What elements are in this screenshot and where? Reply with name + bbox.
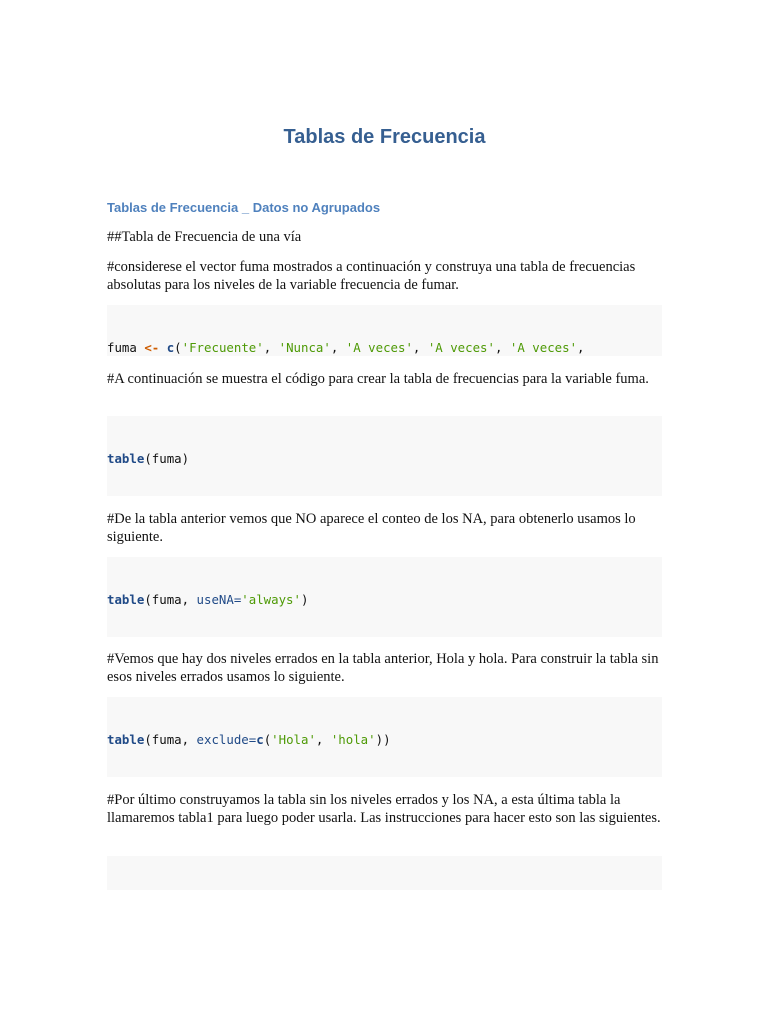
code-block-table-exclude xyxy=(107,697,662,777)
code-input: table(fuma) xyxy=(107,451,190,466)
section-heading: Tablas de Frecuencia _ Datos no Agrupados xyxy=(107,200,381,215)
code-block-fuma-vector xyxy=(107,305,662,356)
paragraph-4: #De la tabla anterior vemos que NO aparece el conteo de los NA, para obtenerlo usamos lo siguiente. xyxy=(107,511,636,545)
paragraph-6: #Por último construyamos la tabla sin los niveles errados y los NA, a esta última tabla la llamaremos tabla1 para luego poder usarla. Las instrucciones para hacer esto son las siguientes. xyxy=(107,792,661,826)
code-line-1: fuma <- c('Frecuente', 'Nunca', 'A veces', 'A veces', 'A veces', xyxy=(107,340,585,355)
code-input: table(fuma, exclude=c('Hola', 'hola')) xyxy=(107,732,391,747)
code-block-table-usena xyxy=(107,557,662,637)
paragraph-5: #Vemos que hay dos niveles errados en la tabla anterior, Hola y hola. Para construir la tabla sin esos niveles errados usamos lo siguiente. xyxy=(107,651,659,685)
paragraph-1: ##Tabla de Frecuencia de una vía xyxy=(107,229,302,245)
paragraph-2: #considerese el vector fuma mostrados a continuación y construya una tabla de frecuencias absolutas para los niveles de la variable frecuencia de fumar. xyxy=(107,259,636,293)
code-block-tabla1 xyxy=(107,856,662,890)
code-input: table(fuma, useNA='always') xyxy=(107,592,309,607)
paragraph-3: #A continuación se muestra el código para crear la tabla de frecuencias para la variable fuma. xyxy=(107,371,649,387)
page-title: Tablas de Frecuencia xyxy=(283,126,486,148)
code-block-table-fuma xyxy=(107,416,662,496)
